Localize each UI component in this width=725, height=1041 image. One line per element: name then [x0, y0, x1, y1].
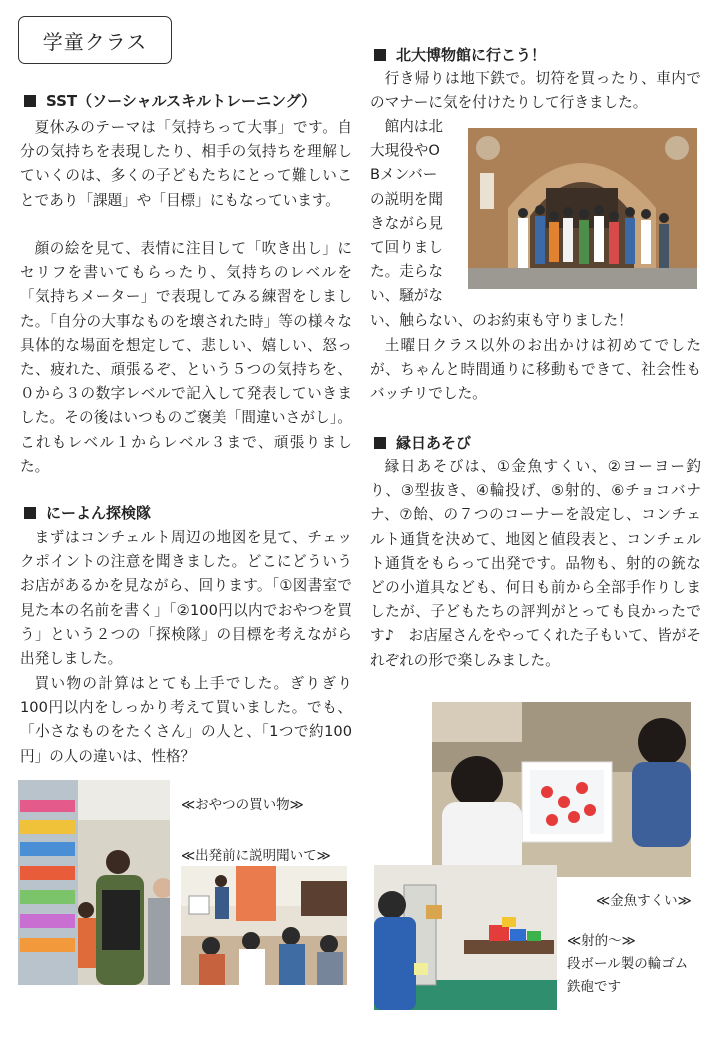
museum-paragraph-3: 土曜日クラス以外のお出かけは初めてでしたが、ちゃんと時間通りに移動もできて、社会性もバッチリでした。	[370, 337, 701, 403]
museum-line: い、騒がな	[370, 287, 443, 305]
photo-snack-shopping	[18, 780, 170, 985]
museum-line: て回りまし	[370, 239, 443, 257]
museum-line: 館内は北	[384, 118, 443, 135]
square-bullet-icon	[374, 437, 386, 449]
sst-heading-text: SST（ソーシャルスキルトレーニング）	[46, 92, 317, 110]
caption-shooting-title: ≪射的～≫	[567, 933, 636, 949]
niyon-paragraph-2: 買い物の計算はとても上手でした。ぎりぎり100円以内をしっかり考えて買いました。でも、「小さなものをたくさん」の人と、「1つで約100円」の人の違いは、性格？	[20, 675, 352, 765]
museum-paragraph-2-wrap	[370, 115, 462, 309]
museum-line: 大現役やO	[370, 142, 440, 160]
caption-shooting	[567, 930, 688, 999]
ennichi-heading	[374, 432, 471, 453]
niyon-heading-text: にーよん探検隊	[46, 504, 152, 522]
museum-line: きながら見	[370, 214, 443, 232]
caption-goldfish: ≪金魚すくい≫	[596, 893, 692, 909]
sst-paragraph-1: 夏休みのテーマは「気持ちって大事」です。自分の気持ちを表現したり、相手の気持ちを理解していくのは、多くの子どもたちにとって難しいことであり「課題」や「目標」にもなっています。	[20, 119, 352, 209]
caption-snack-shopping: ≪おやつの買い物≫	[181, 797, 304, 813]
niyon-paragraph-1: まずはコンチェルト周辺の地図を見て、チェックポイントの注意を聞きました。どこにどういうお店があるかを見ながら、回ります。「①図書室で見た本の名前を書く」「②100円以内でおやつを買う」という２つの「探検隊」の目標を考えながら出発しました。	[20, 529, 352, 668]
museum-heading	[374, 44, 546, 65]
photo-briefing	[181, 866, 347, 985]
museum-line: た。走らな	[370, 263, 443, 281]
caption-briefing: ≪出発前に説明聞いて≫	[181, 848, 331, 864]
museum-paragraph-1: 行き帰りは地下鉄で。切符を買ったり、車内でのマナーに気を付けたりして行きました。	[370, 70, 701, 112]
ennichi-paragraph-1: 縁日あそびは、①金魚すくい、②ヨーヨー釣り、③型抜き、④輪投げ、⑤射的、⑥チョコバナナ、⑦飴、の７つのコーナーを設定し、コンチェルト通貨を決めて、地図と値段表と、コンチェルト通貨をもらって出発です。品物も、射的の銃などの小道具なども、何日も前から全部手作りしましたが、子どもたちの評判がとっても良かったです♪ お店屋さんをやってくれた子もいて、皆がそれぞれの形で楽しみました。	[370, 458, 701, 669]
museum-line: の説明を聞	[370, 190, 443, 208]
museum-line: Bメンバー	[370, 166, 438, 184]
square-bullet-icon	[24, 95, 36, 107]
sst-heading	[24, 90, 316, 111]
photo-shooting-game	[374, 865, 557, 1010]
niyon-heading	[24, 502, 151, 523]
ennichi-heading-text: 縁日あそび	[396, 434, 472, 452]
square-bullet-icon	[374, 49, 386, 61]
photo-museum	[468, 128, 697, 289]
museum-heading-text: 北大博物館に行こう！	[396, 46, 547, 64]
page-title: 学童クラス	[18, 16, 172, 64]
caption-shooting-line: 鉄砲です	[567, 979, 621, 995]
square-bullet-icon	[24, 507, 36, 519]
photo-goldfish-scooping	[432, 702, 691, 877]
caption-shooting-line: 段ボール製の輪ゴム	[567, 956, 689, 972]
sst-paragraph-2: 顔の絵を見て、表情に注目して「吹き出し」にセリフを書いてもらったり、気持ちのレベルを「気持ちメーター」で表現してみる練習をしました。「自分の大事なものを壊された時」等の様々な具体的な場面を想定して、悲しい、嬉しい、怒った、疲れた、頑張るぞ、という５つの気持ちを、０から３の数字レベルで記入して発表していきました。その後はいつものご褒美「間違いさがし」。これもレベル１からレベル３まで、頑張りました。	[20, 240, 352, 475]
museum-paragraph-2-tail: い、触らない、のお約束も守りました！	[370, 312, 633, 329]
